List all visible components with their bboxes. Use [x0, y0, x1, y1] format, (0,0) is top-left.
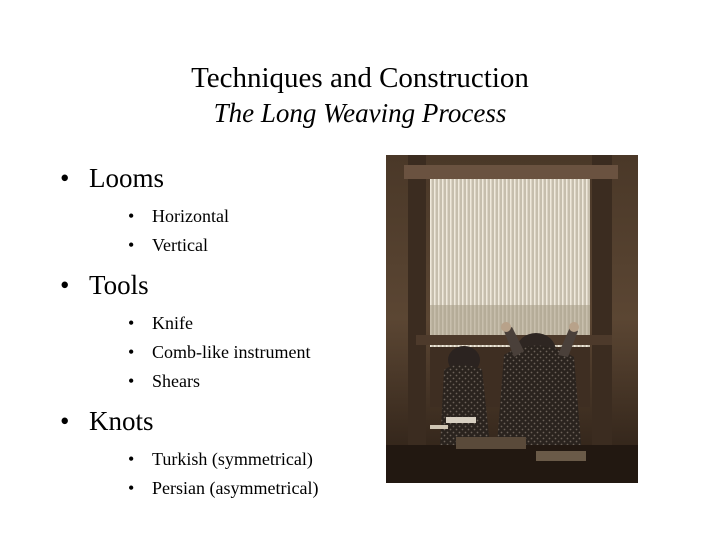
- bullet-dot: •: [128, 235, 135, 255]
- sub-bullet-horizontal: [128, 202, 400, 231]
- sub-bullet-persian: [128, 474, 400, 503]
- bullet-dot: •: [128, 342, 135, 362]
- sub-bullet-label: Shears: [152, 371, 200, 391]
- sub-bullet-turkish: [128, 445, 400, 474]
- bullet-dot: •: [60, 406, 70, 436]
- loom-photo-illustration: [386, 155, 638, 483]
- sub-list-knots: [60, 439, 400, 510]
- sub-list-tools: [60, 303, 400, 403]
- bullet-label: Tools: [89, 270, 149, 300]
- bullet-list: [60, 160, 400, 510]
- bullet-label: Knots: [89, 406, 154, 436]
- bullet-looms: [60, 160, 400, 196]
- slide-title: Techniques and Construction: [191, 62, 529, 94]
- sub-bullet-shears: [128, 367, 400, 396]
- bullet-tools: [60, 267, 400, 303]
- sub-bullet-label: Comb-like instrument: [152, 342, 311, 362]
- sub-list-looms: [60, 196, 400, 267]
- bullet-dot: •: [128, 449, 135, 469]
- slide-subtitle: The Long Weaving Process: [213, 98, 507, 128]
- sub-bullet-label: Horizontal: [152, 206, 229, 226]
- bullet-dot: •: [128, 371, 135, 391]
- bullet-dot: •: [128, 206, 135, 226]
- sub-bullet-knife: [128, 309, 400, 338]
- bullet-dot: •: [60, 270, 70, 300]
- sub-bullet-label: Vertical: [152, 235, 208, 255]
- bullet-dot: •: [128, 313, 135, 333]
- bullet-label: Looms: [89, 163, 165, 193]
- bullet-knots: [60, 403, 400, 439]
- sub-bullet-label: Knife: [152, 313, 193, 333]
- loom-photo: [386, 155, 638, 483]
- sub-bullet-label: Turkish (symmetrical): [152, 449, 313, 469]
- sub-bullet-label: Persian (asymmetrical): [152, 478, 319, 498]
- bullet-dot: •: [60, 163, 70, 193]
- sub-bullet-comb: [128, 338, 400, 367]
- bullet-dot: •: [128, 478, 135, 498]
- sub-bullet-vertical: [128, 231, 400, 260]
